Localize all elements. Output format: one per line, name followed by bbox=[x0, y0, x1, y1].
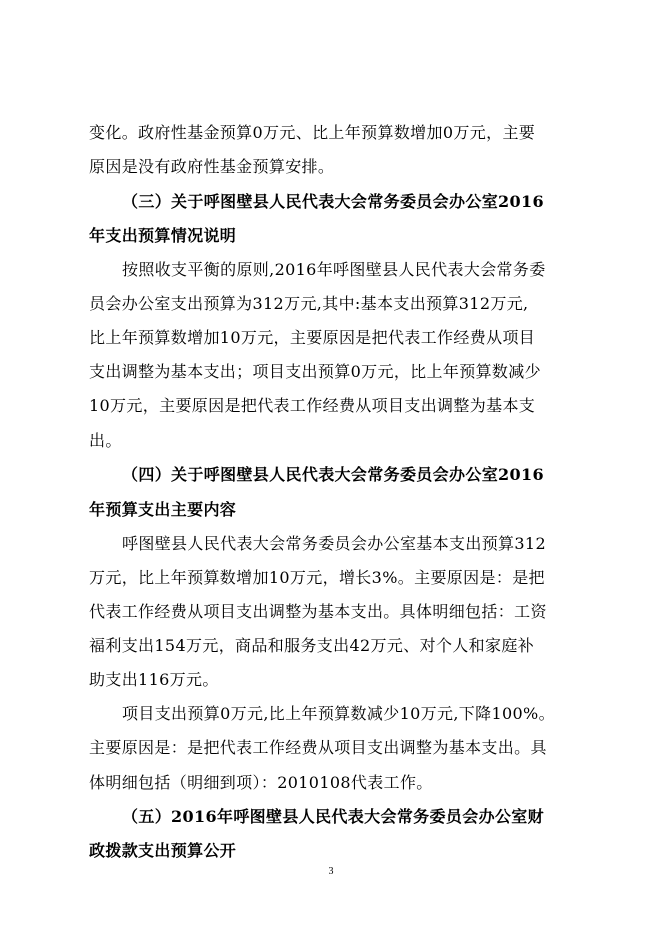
body-text-line: 10万元，主要原因是把代表工作经费从项目支出调整为基本支 bbox=[89, 396, 536, 415]
body-text-line: 项目支出预算0万元,比上年预算数减少10万元,下降100%。 bbox=[122, 704, 555, 723]
body-text-line: 代表工作经费从项目支出调整为基本支出。具体明细包括：工资 bbox=[89, 602, 547, 621]
body-text-line: 原因是没有政府性基金预算安排。 bbox=[89, 157, 335, 176]
body-text-line: 体明细包括（明细到项）：2010108代表工作。 bbox=[89, 773, 433, 792]
body-text-line: 出。 bbox=[89, 431, 122, 450]
body-text-line: 支出调整为基本支出；项目支出预算0万元，比上年预算数减少 bbox=[89, 362, 541, 381]
section-heading-4: （四）关于呼图壁县人民代表大会常务委员会办公室2016 bbox=[122, 465, 544, 484]
body-text-line: 员会办公室支出预算为312万元,其中:基本支出预算312万元, bbox=[89, 294, 529, 313]
body-text-line: 助支出116万元。 bbox=[89, 670, 219, 689]
section-heading-3: （三）关于呼图壁县人民代表大会常务委员会办公室2016 bbox=[122, 192, 544, 211]
page-number: 3 bbox=[328, 866, 334, 877]
body-text-line: 万元，比上年预算数增加10万元，增长3%。主要原因是：是把 bbox=[89, 568, 545, 587]
body-text-line: 变化。政府性基金预算0万元、比上年预算数增加0万元，主要 bbox=[89, 123, 536, 142]
section-heading-5: （五）2016年呼图壁县人民代表大会常务委员会办公室财 bbox=[122, 807, 544, 826]
body-text-line: 比上年预算数增加10万元，主要原因是把代表工作经费从项目 bbox=[89, 328, 536, 347]
section-heading-5-cont: 政拨款支出预算公开 bbox=[89, 841, 237, 860]
section-heading-4-cont: 年预算支出主要内容 bbox=[89, 500, 237, 519]
body-text-line: 福利支出154万元，商品和服务支出42万元、对个人和家庭补 bbox=[89, 636, 535, 655]
body-text-line: 主要原因是：是把代表工作经费从项目支出调整为基本支出。具 bbox=[89, 738, 547, 757]
section-heading-3-cont: 年支出预算情况说明 bbox=[89, 226, 237, 245]
body-text-line: 呼图壁县人民代表大会常务委员会办公室基本支出预算312 bbox=[122, 534, 546, 553]
body-text-line: 按照收支平衡的原则,2016年呼图壁县人民代表大会常务委 bbox=[122, 260, 546, 279]
